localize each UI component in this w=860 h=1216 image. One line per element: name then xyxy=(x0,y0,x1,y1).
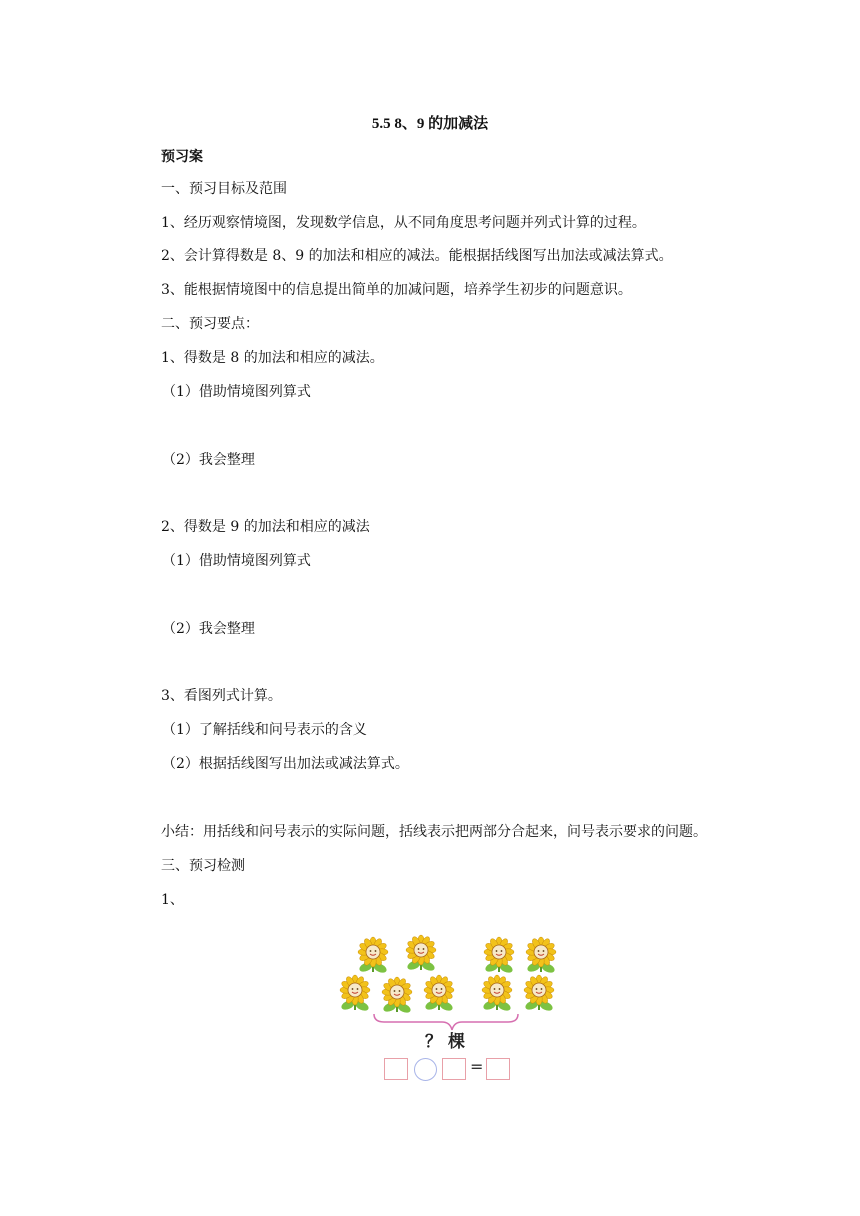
part2-heading: 二、预习要点： xyxy=(161,316,259,332)
point2-sub1: （1）借助情境图列算式 xyxy=(162,553,311,569)
answer-box[interactable] xyxy=(384,1058,408,1080)
point2-title: 2、得数是 9 的加法和相应的减法 xyxy=(161,519,370,535)
operator-circle[interactable] xyxy=(414,1058,437,1081)
sunflower-figure xyxy=(330,930,570,1090)
sunflower-icon xyxy=(404,934,438,974)
question-label: ？棵 xyxy=(425,1032,471,1052)
section-label: 预习案 xyxy=(161,149,203,165)
point1-sub2: （2）我会整理 xyxy=(162,452,255,468)
point3-sub2: （2）根据括线图写出加法或减法算式。 xyxy=(162,756,409,772)
sunflower-icon xyxy=(482,936,516,976)
equals-sign: = xyxy=(470,1057,484,1076)
point3-sub1: （1）了解括线和问号表示的含义 xyxy=(162,722,367,738)
point1-title: 1、得数是 8 的加法和相应的减法。 xyxy=(161,350,384,366)
point2-sub2: （2）我会整理 xyxy=(162,621,255,637)
document-title: 5.5 8、9 的加减法 xyxy=(371,116,489,132)
part1-heading: 一、预习目标及范围 xyxy=(161,181,287,197)
objective-item: 3、能根据情境图中的信息提出简单的加减问题，培养学生初步的问题意识。 xyxy=(161,282,632,298)
point1-sub1: （1）借助情境图列算式 xyxy=(162,384,311,400)
sunflower-icon xyxy=(356,936,390,976)
part3-heading: 三、预习检测 xyxy=(161,858,245,874)
sunflower-icon xyxy=(524,936,558,976)
answer-box[interactable] xyxy=(486,1058,510,1080)
summary-text: 小结：用括线和问号表示的实际问题，括线表示把两部分合起来，问号表示要求的问题。 xyxy=(161,824,707,840)
answer-box[interactable] xyxy=(442,1058,466,1080)
objective-item: 1、经历观察情境图，发现数学信息，从不同角度思考问题并列式计算的过程。 xyxy=(161,215,646,231)
objective-item: 2、会计算得数是 8、9 的加法和相应的减法。能根据括线图写出加法或减法算式。 xyxy=(161,248,673,264)
question-number: 1、 xyxy=(161,892,184,908)
point3-title: 3、看图列式计算。 xyxy=(161,688,282,704)
